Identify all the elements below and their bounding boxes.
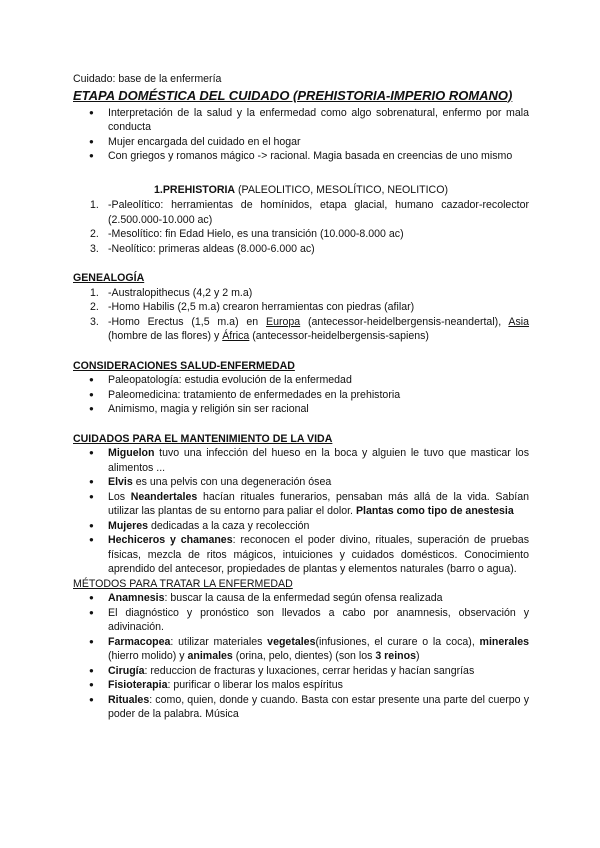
genealogia-heading: GENEALOGÍA bbox=[73, 272, 145, 284]
list-item: ● Cirugía: reduccion de fracturas y luxaciones, cerrar heridas y hacían sangrías bbox=[73, 664, 529, 679]
list-item: ● El diagnóstico y pronóstico son llevados a cabo por anamnesis, observación y adivinación. bbox=[73, 606, 529, 635]
prehistoria-list bbox=[73, 198, 529, 256]
list-item: 1. -Australopithecus (4,2 y 2 m.a) bbox=[90, 286, 253, 299]
africa-link[interactable]: África bbox=[222, 330, 250, 342]
list-item: ● Hechiceros y chamanes: reconocen el poder divino, rituales, superación de pruebas físicas, mezcla de ritos mágicos, intuiciones y cuidados domésticos. Conocimiento aprendido del antecesor, propiedades de plantas y elementos naturales (barro o agua). bbox=[73, 533, 529, 577]
consideraciones-heading: CONSIDERACIONES SALUD-ENFERMEDAD bbox=[73, 359, 295, 372]
list-item: ● Farmacopea: utilizar materiales vegetales(infusiones, el curare o la coca), minerales (hierro molido) y animales (orina, pelo, dientes) (son los 3 reinos) bbox=[73, 635, 529, 664]
cuidados-list bbox=[73, 446, 529, 577]
list-item: ● Elvis es una pelvis con una degeneración ósea bbox=[73, 475, 529, 490]
asia-link[interactable]: Asia bbox=[508, 315, 529, 328]
cuidados-heading: CUIDADOS PARA EL MANTENIMIENTO DE LA VIDA bbox=[73, 432, 333, 445]
genealogia-list bbox=[73, 286, 529, 344]
list-item: ● Con griegos y romanos mágico -> racional. Magia basada en creencias de uno mismo bbox=[73, 149, 529, 164]
list-item: ● Rituales: como, quien, donde y cuando. Basta con estar presente una parte del cuerpo y poder de la palabra. Música bbox=[73, 693, 529, 722]
list-item: ● Los Neandertales hacían rituales funerarios, pensaban más allá de la vida. Sabían utilizar las plantas de su entorno para paliar el dolor. Plantas como tipo de anestesia bbox=[73, 490, 529, 519]
metodos-heading: MÉTODOS PARA TRATAR LA ENFERMEDAD bbox=[73, 577, 293, 590]
list-item: ● Paleopatología: estudia evolución de la enfermedad bbox=[73, 373, 529, 388]
list-item: 1. -Paleolítico: herramientas de homínidos, etapa glacial, humano cazador-recolector (2.500.000-10.000 ac) bbox=[90, 199, 529, 226]
list-item: 2. -Mesolítico: fin Edad Hielo, es una transición (10.000-8.000 ac) bbox=[90, 228, 404, 240]
europa-link[interactable]: Europa bbox=[266, 315, 301, 328]
list-item: ● Interpretación de la salud y la enfermedad como algo sobrenatural, enfermo por mala conducta bbox=[73, 106, 529, 135]
list-item: ● Mujeres dedicadas a la caza y recolección bbox=[73, 519, 529, 534]
list-item: ● Paleomedicina: tratamiento de enfermedades en la prehistoria bbox=[73, 388, 529, 403]
prehistoria-heading: 1.PREHISTORIA (PALEOLITICO, MESOLÍTICO, NEOLITICO) bbox=[154, 183, 448, 196]
list-item: ● Fisioterapia: purificar o liberar los malos espíritus bbox=[73, 678, 529, 693]
document-subtitle: Cuidado: base de la enfermería bbox=[73, 73, 222, 85]
list-item: ● Mujer encargada del cuidado en el hogar bbox=[73, 135, 529, 150]
list-item: ● Anamnesis: buscar la causa de la enfermedad según ofensa realizada bbox=[73, 591, 529, 606]
list-item: 3. -Homo Erectus (1,5 m.a) en Europa (antecessor-heidelbergensis-neandertal), Asia (hombre de las flores) y África (antecessor-heidelbergensis-sapiens) bbox=[90, 315, 529, 342]
list-item: ● Animismo, magia y religión sin ser racional bbox=[73, 402, 529, 417]
list-item: ● Miguelon tuvo una infección del hueso en la boca y alguien le tuvo que masticar los alimentos ... bbox=[73, 446, 529, 475]
list-item: 3. -Neolítico: primeras aldeas (8.000-6.000 ac) bbox=[90, 242, 315, 255]
list-item: 2. -Homo Habilis (2,5 m.a) crearon herramientas con piedras (afilar) bbox=[90, 301, 415, 313]
document-title: ETAPA DOMÉSTICA DEL CUIDADO (PREHISTORIA-IMPERIO ROMANO) bbox=[73, 87, 513, 103]
metodos-list bbox=[73, 591, 529, 722]
document-page bbox=[73, 72, 529, 722]
consideraciones-list bbox=[73, 373, 529, 417]
intro-list bbox=[73, 106, 529, 164]
